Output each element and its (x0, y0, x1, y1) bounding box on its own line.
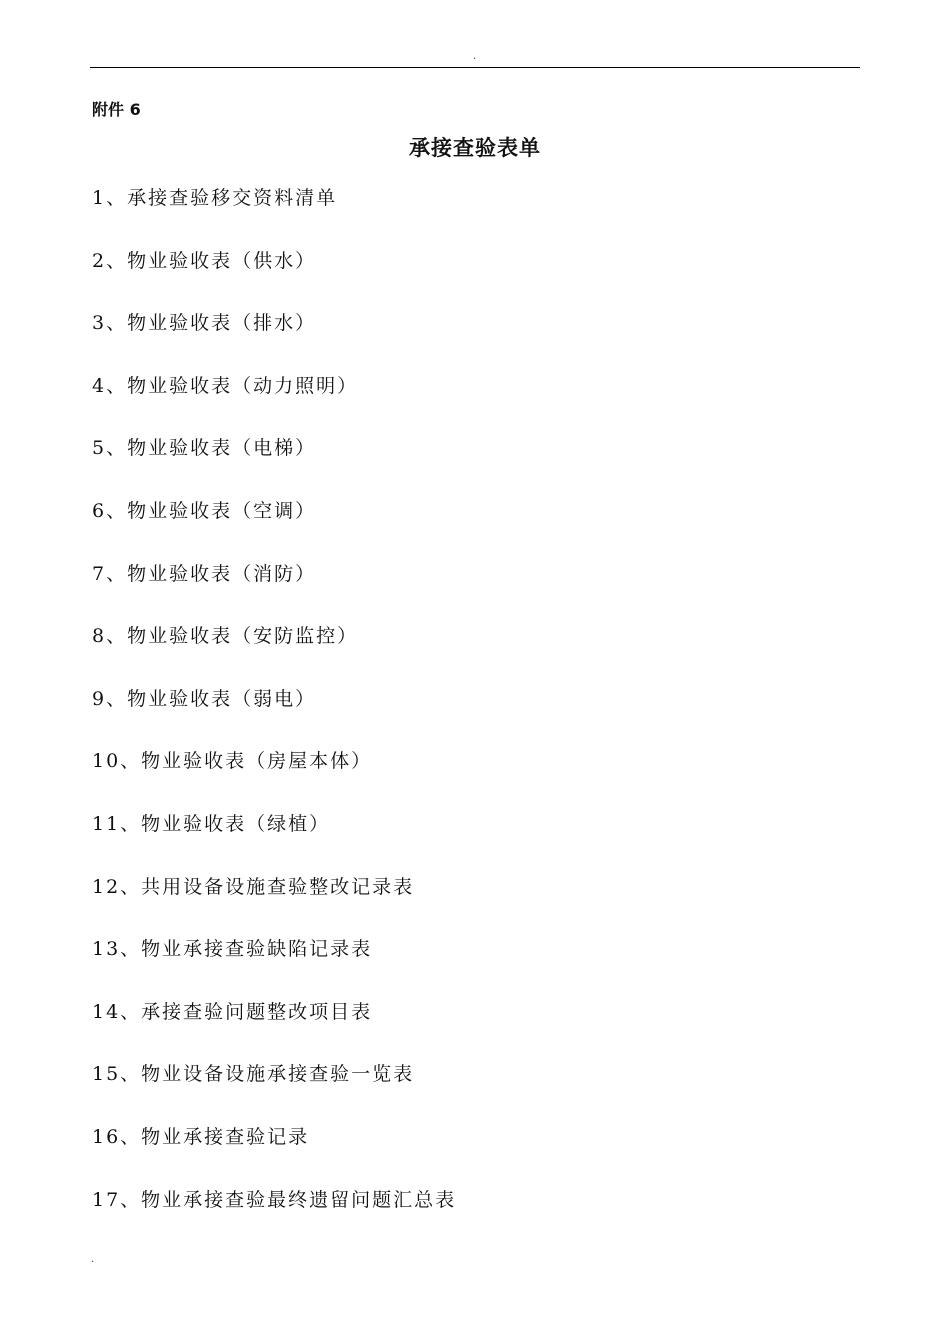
list-item: 1、承接查验移交资料清单 (92, 187, 338, 209)
list-item: 5、物业验收表（电梯） (92, 437, 317, 460)
list-item: 6、物业验收表（空调） (92, 499, 317, 522)
list-item: 8、物业验收表（安防监控） (92, 625, 359, 648)
form-list (92, 180, 456, 1244)
list-item: 7、物业验收表（消防） (92, 562, 317, 585)
list-item: 16、物业承接查验记录 (92, 1125, 310, 1148)
list-item: 13、物业承接查验缺陷记录表 (92, 938, 373, 961)
page-title: 承接查验表单 (409, 136, 541, 160)
list-item: 2、物业验收表（供水） (92, 249, 317, 272)
list-item: 4、物业验收表（动力照明） (92, 374, 359, 397)
footer-marker: . (91, 1254, 95, 1265)
list-item: 12、共用设备设施查验整改记录表 (92, 875, 415, 898)
list-item: 14、承接查验问题整改项目表 (92, 1000, 373, 1023)
list-item: 15、物业设备设施承接查验一览表 (92, 1063, 415, 1086)
list-item: 17、物业承接查验最终遗留问题汇总表 (92, 1188, 457, 1211)
list-item: 9、物业验收表（弱电） (92, 687, 317, 710)
list-item: 3、物业验收表（排水） (92, 312, 317, 335)
list-item: 10、物业验收表（房屋本体） (92, 750, 373, 773)
list-item: 11、物业验收表（绿植） (92, 812, 331, 835)
header-rule (90, 67, 860, 68)
header-marker: . (473, 51, 477, 62)
attachment-label: 附件 6 (92, 100, 141, 119)
